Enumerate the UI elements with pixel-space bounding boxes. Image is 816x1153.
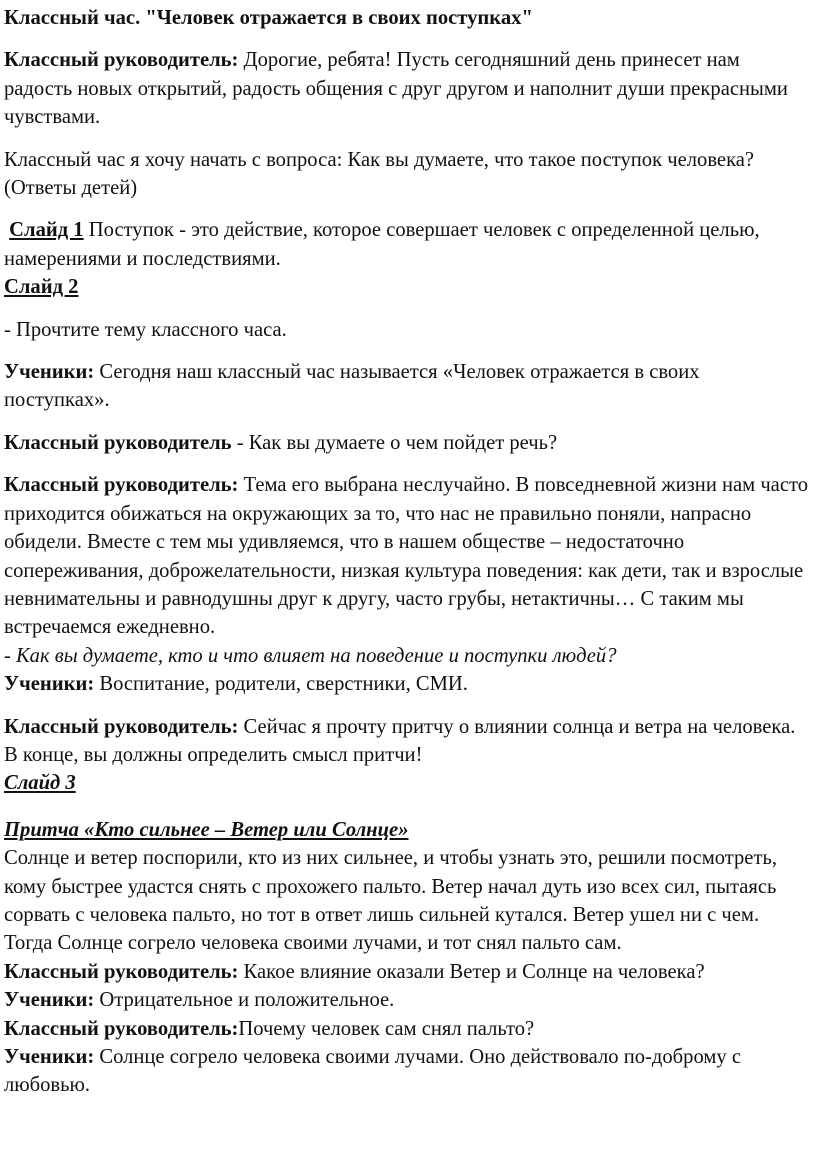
paragraph-students-answer — [4, 670, 810, 698]
slide-2-heading — [4, 273, 810, 301]
speaker-label: Ученики: — [4, 989, 95, 1012]
paragraph-text: - Как вы думаете, кто и что влияет на поведение и поступки людей? — [4, 644, 617, 667]
speaker-label: Классный руководитель — [4, 431, 232, 454]
parable-title: Притча «Кто сильнее – Ветер или Солнце» — [4, 818, 409, 841]
paragraph-text: - Как вы думаете о чем пойдет речь? — [231, 431, 558, 454]
paragraph-students-topic — [4, 358, 810, 415]
speaker-label: Ученики: — [4, 673, 95, 696]
paragraph-question — [4, 146, 810, 203]
document-title: Классный час. "Человек отражается в своих поступках" — [4, 7, 533, 29]
speaker-label: Классный руководитель: — [4, 49, 239, 72]
paragraph-text: Сегодня наш классный час называется «Человек отражается в своих поступках». — [4, 361, 700, 412]
paragraph-text: Отрицательное и положительное. — [94, 989, 395, 1012]
paragraph-students-influence — [4, 986, 810, 1014]
paragraph-teacher-influence — [4, 958, 810, 986]
slide-3-heading — [4, 769, 810, 797]
paragraph-text: Какое влияние оказали Ветер и Солнце на человека? — [238, 960, 705, 983]
paragraph-text: Воспитание, родители, сверстники, СМИ. — [94, 673, 468, 696]
paragraph-influence-question — [4, 642, 810, 670]
paragraph-teacher-question — [4, 429, 810, 457]
speaker-label: Ученики: — [4, 1046, 95, 1068]
paragraph-teacher-why — [4, 1015, 810, 1043]
paragraph-slide-1 — [4, 216, 810, 273]
speaker-label: Классный руководитель: — [4, 960, 239, 983]
paragraph-read-topic — [4, 316, 810, 344]
paragraph-text: Тема его выбрана неслучайно. В повседневной жизни нам часто приходится обижаться на окружающих за то, что нас не правильно поняли, напрасно обидели. Вместе с тем мы удивляемся, что в нашем обществе – недостаточно сопереживания, доброжелательности, низкая культура поведения: как дети, так и взрослые невнимательны и равнодушны друг к другу, часто грубы, нетактичны… С таким мы встречаемся ежедневно. — [4, 474, 808, 639]
paragraph-teacher-explanation — [4, 471, 810, 641]
slide-label: Слайд 3 — [4, 772, 76, 795]
speaker-label: Классный руководитель: — [4, 474, 239, 497]
paragraph-parable-text — [4, 844, 810, 958]
paragraph-students-why — [4, 1043, 810, 1100]
paragraph-text: Почему человек сам снял пальто? — [238, 1017, 535, 1040]
paragraph-teacher-parable-intro — [4, 713, 810, 770]
paragraph-text: - Прочтите тему классного часа. — [4, 318, 287, 341]
speaker-label: Классный руководитель: — [4, 1017, 239, 1040]
slide-label: Слайд 1 — [9, 219, 84, 242]
paragraph-text: Дорогие, ребята! Пусть сегодняшний день принесет нам радость новых открытий, радость общения с друг другом и наполнит души прекрасными чувствами. — [4, 49, 788, 129]
paragraph-text: Солнце согрело человека своими лучами. Оно действовало по-доброму с любовью. — [4, 1046, 741, 1097]
speaker-label: Классный руководитель: — [4, 715, 239, 738]
paragraph-teacher-greeting — [4, 46, 810, 131]
parable-heading — [4, 816, 810, 844]
speaker-label: Ученики: — [4, 361, 95, 384]
slide-label: Слайд 2 — [4, 276, 79, 299]
paragraph-text: Поступок - это действие, которое совершает человек с определенной целью, намерениями и последствиями. — [4, 219, 760, 270]
paragraph-text: Классный час я хочу начать с вопроса: Как вы думаете, что такое поступок человека? (Ответы детей) — [4, 148, 755, 200]
paragraph-text: Сейчас я прочту притчу о влиянии солнца и ветра на человека. В конце, вы должны определить смысл притчи! — [4, 715, 796, 766]
paragraph-text: Солнце и ветер поспорили, кто из них сильнее, и чтобы узнать это, решили посмотреть, кому быстрее удастся снять с прохожего пальто. Ветер начал дуть изо всех сил, пытаясь сорвать с человека пальто, но тот в ответ лишь сильней кутался. Ветер ушел ни с чем. Тогда Солнце согрело человека своими лучами, и тот снял пальто сам. — [4, 847, 777, 955]
